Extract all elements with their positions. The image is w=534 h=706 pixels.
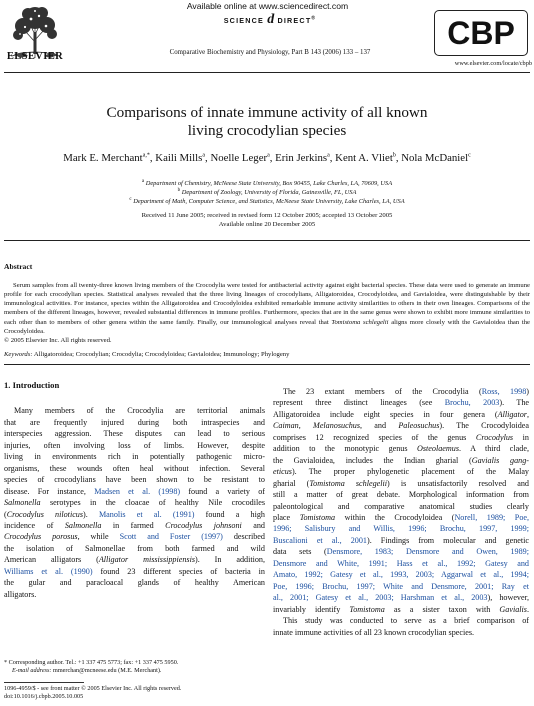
- affiliation-c: [60, 197, 474, 205]
- citation-link[interactable]: Madsen et al. (1998): [94, 486, 181, 496]
- text-line: Buscalioni et al., 2001). Findings from molecular and genetic: [273, 535, 529, 545]
- title-line-2: living crocodylian species: [187, 122, 347, 139]
- article-title: [50, 104, 484, 140]
- received-dates: Received 11 June 2005; received in revised form 12 October 2005; accepted 13 October 2005: [141, 212, 393, 219]
- abstract-copyright: © 2005 Elsevier Inc. All rights reserved.: [4, 336, 112, 344]
- header-rule: [4, 72, 530, 73]
- citation-link[interactable]: al., 2001; Gatesy et al., 2003; Harshman et al., 2003: [273, 593, 488, 603]
- sciencedirect-logo: [190, 12, 350, 28]
- section-heading: 1. Introduction: [4, 380, 60, 390]
- author: Erin Jerkins: [275, 152, 328, 164]
- text-line: (Crocodylus niloticus). Manolis et al. (1991) found a high: [4, 509, 265, 519]
- affiliation-sup: a: [141, 179, 145, 184]
- publisher-name: ELSEVIER: [6, 51, 64, 62]
- abstract-species-name: Tomistoma schlegelii: [331, 318, 389, 326]
- keywords-list: Alligatoroidea; Crocodylian; Crocodylia; Crocodyloidea; Gavialoidea; Immunology; Phylogeny: [33, 351, 290, 358]
- author-affil-sup: a: [267, 152, 270, 159]
- journal-logo: CBP: [434, 10, 528, 56]
- text-line: data sets (Densmore, 1983; Densmore and Owen, 1989;: [273, 547, 529, 557]
- doi-line[interactable]: doi:10.1016/j.cbpb.2005.10.005: [4, 693, 84, 700]
- text-line: [273, 558, 529, 569]
- online-date: Available online 20 December 2005: [218, 221, 316, 228]
- text-line: incidence of Salmonella in farmed Crocodylus johnsoni and: [4, 520, 265, 530]
- text-line: [273, 523, 529, 534]
- author-affil-sup: b: [392, 152, 396, 159]
- affiliation-b: [60, 188, 474, 196]
- citation-link[interactable]: Manolis et al. (1991): [98, 509, 195, 519]
- author: Mark E. Merchant: [63, 152, 143, 164]
- text-line: place Tomistoma within the Crocodyloidea (Norell, 1989; Poe,: [273, 512, 529, 522]
- text-line: [273, 569, 529, 580]
- corresponding-author: * Corresponding author. Tel.: +1 337 475 5773; fax: +1 337 475 5950.: [4, 659, 179, 666]
- available-online-notice[interactable]: Available online at www.sciencedirect.com: [186, 1, 349, 11]
- citation-link[interactable]: Norell, 1989; Poe,: [454, 512, 529, 522]
- citation-link[interactable]: Densmore and White, 1991; Hass et al., 1992; Gatesy and: [273, 558, 529, 568]
- email-line: [4, 667, 274, 675]
- citation-link[interactable]: Densmore, 1983; Densmore and Owen, 1989;: [326, 547, 529, 557]
- text-line: Alligatoroidea include eight species in four genera (Alligator,: [273, 409, 529, 419]
- text-line: still a matter of great debate. Morphological information from: [273, 490, 529, 500]
- author: Nola McDaniel: [401, 152, 469, 164]
- text-line: addition to the monotypic genus Osteolaemus. A third clade,: [273, 444, 529, 454]
- footnote-rule: [4, 682, 84, 683]
- text-line: The 23 extant members of the Crocodylia (Ross, 1998): [283, 387, 529, 396]
- author: Kaili Mills: [155, 152, 203, 164]
- keywords-label: Keywords:: [4, 351, 33, 358]
- text-line: the Gavialoidea, includes the Indian gharial (Gavialis gang-: [273, 455, 529, 465]
- abstract-top-rule: [4, 240, 530, 241]
- author: Kent A. Vliet: [335, 152, 393, 164]
- body-column-left: [4, 380, 265, 600]
- text-line: gharial (Tomistoma schlegelii) is unsatisfactorily resolved and: [273, 478, 529, 488]
- abstract-paragraph: [4, 281, 530, 336]
- text-line: the isolation of Salmonellae from both farmed and wild: [4, 543, 265, 553]
- email-address[interactable]: mmerchan@mcneese.edu (M.E. Merchant).: [53, 667, 162, 675]
- text-line: Caiman, Melanosuchus, and Paleosuchus). The Crocodyloidea: [273, 421, 529, 431]
- abstract-text-end: aligns more closely with the Gavialoidea than the Crocodyloidea.: [4, 318, 530, 335]
- text-line: organisms, these wounds often heal without infection. Several: [4, 463, 265, 473]
- text-line: comprises 12 recognized species of the genus Crocodylus in: [273, 432, 529, 442]
- text-line: represent three distinct lineages (see Brochu, 2003). The: [273, 398, 529, 408]
- title-line-1: Comparisons of innate immune activity of all known: [106, 104, 428, 121]
- text-line: innate immune activities of all 23 known crocodylian species.: [273, 627, 475, 637]
- journal-url[interactable]: www.elsevier.com/locate/cbpb: [454, 60, 532, 67]
- citation-link[interactable]: Brochu, 2003: [444, 398, 500, 408]
- author-affil-sup: a: [327, 152, 330, 159]
- affiliation-text: Department of Chemistry, McNeese State University, Box 90455, Lake Charles, LA, 70609, USA: [145, 180, 393, 188]
- abstract-body: [4, 281, 530, 345]
- text-line: This study was conducted to serve as a brief comparison of: [283, 616, 529, 626]
- email-label: E-mail address:: [12, 667, 52, 675]
- footnote: [4, 659, 274, 676]
- affiliation-sup: b: [177, 188, 181, 193]
- intro-paragraph-continued: [273, 386, 529, 638]
- author-affil-sup: a: [202, 152, 206, 159]
- text-line: alligators.: [4, 589, 37, 599]
- journal-citation: Comparative Biochemistry and Physiology, Part B 143 (2006) 133 – 137: [169, 49, 371, 56]
- citation-link[interactable]: Buscalioni et al., 2001: [273, 535, 367, 545]
- text-line: [273, 581, 529, 592]
- text-line: interspecies aggression. These disputes can lead to serious: [4, 429, 265, 439]
- text-line: invariably identify Tomistoma as a sister taxon with Gavialis.: [273, 604, 529, 614]
- citation-link[interactable]: Ross, 1998: [481, 387, 527, 396]
- text-line: injuries, often involving loss of limbs. However, despite: [4, 440, 265, 450]
- citation-link[interactable]: Amato, 1992; Gatesy et al., 1993, 2003; Aggarwal et al., 1994;: [273, 570, 529, 580]
- text-line: living in environments rich in potentially pathogenic micro-: [4, 452, 265, 462]
- text-line: disease. For instance, Madsen et al. (1998) found a variety of: [4, 486, 265, 496]
- intro-paragraph: [4, 405, 265, 600]
- text-line: American alligators (Alligator mississippiensis). In addition,: [4, 555, 265, 565]
- citation-link[interactable]: 1996; Salisbury and Willis, 1996; Brochu, 1997, 1999;: [273, 524, 529, 534]
- author: Noelle Leger: [210, 152, 268, 164]
- affiliation-text: Department of Zoology, University of Florida, Gainesville, FL, USA: [181, 189, 357, 197]
- text-line: paleontological and comparative anatomical studies clearly: [273, 501, 529, 511]
- text-line: eticus). The proper phylogenetic placement of the Malay: [273, 467, 529, 477]
- text-line: that are frequently injured during both intraspecies and: [4, 417, 265, 427]
- author-affil-sup: a,*: [142, 152, 150, 159]
- affiliation-text: Department of Math, Computer Science, and Statistics, McNeese State University, Lake Charles, LA, USA: [133, 198, 405, 206]
- citation-link[interactable]: Scott and Foster (1997): [119, 532, 223, 542]
- sd-left-word: SCIENCE: [223, 16, 265, 25]
- sd-d-glyph: d: [267, 12, 275, 27]
- issn-block: [4, 685, 274, 701]
- abstract-heading: Abstract: [4, 262, 33, 271]
- issn-line: 1096-4959/$ - see front matter © 2005 Elsevier Inc. All rights reserved.: [4, 685, 182, 692]
- keywords: [4, 351, 530, 358]
- citation-link[interactable]: Williams et al. (1990): [4, 566, 93, 576]
- author-list: Mark E. Merchant$^{a,*}$, Kaili Mills$^a$, Noelle Leger$^a$, Erin Jerkins$^a$, Kent A. Vliet$^b$, Nola McDaniel$^c$: [63, 152, 471, 164]
- affiliation-a: [60, 179, 474, 187]
- text-line: al., 2001; Gatesy et al., 2003; Harshman et al., 2003), however,: [273, 593, 529, 603]
- affiliation-sup: c: [129, 197, 132, 202]
- text-line: Williams et al. (1990) found 23 different species of bacteria in: [4, 566, 265, 576]
- sd-right-word: DIRECT: [277, 16, 312, 25]
- body-column-right: [273, 386, 529, 638]
- text-line: Salmonella serotypes in the cloacae of healthy Nile crocodiles: [4, 498, 265, 508]
- abstract-bottom-rule: [4, 364, 530, 365]
- text-line: Crocodylus porosus, while Scott and Foster (1997) described: [4, 532, 265, 542]
- citation-link[interactable]: Poe, 1996; Brochu, 1997; White and Densmore, 2001; Ray et: [273, 581, 529, 591]
- author-affil-sup: c: [468, 152, 471, 159]
- text-line: species of crocodylians have been shown to be resistant to: [4, 475, 265, 485]
- sd-registered-mark: ®: [311, 15, 317, 22]
- text-line: Many members of the Crocodylia are territorial animals: [14, 406, 265, 416]
- text-line: the gular and paracloacal glands of healthy American: [4, 578, 265, 588]
- abstract-text: Serum samples from all twenty-three known living members of the Crocodylia were tested for antibacterial activity against eight bacterial species. These data were used to generate an immune profile for each crocodylian species. Statistical analyses revealed that the three living lineages of crocodylians, Alligatoroidea, Crocodyloidea, and Gavialoidea, were distinguishable by their immunological activities. For instance, species within the Alligatoroidea and Crocodyloidea exhibited remarkable immune activity similarities to others in their own lineages. Comparisons of the members of the different lineages, however, revealed substantial differences in immune profiles. Furthermore, species that are in the same genus were shown to exhibit more immune similarities to each other than to members of other genera within the same family. Finally, our immunological analyses reveal that: [4, 282, 530, 326]
